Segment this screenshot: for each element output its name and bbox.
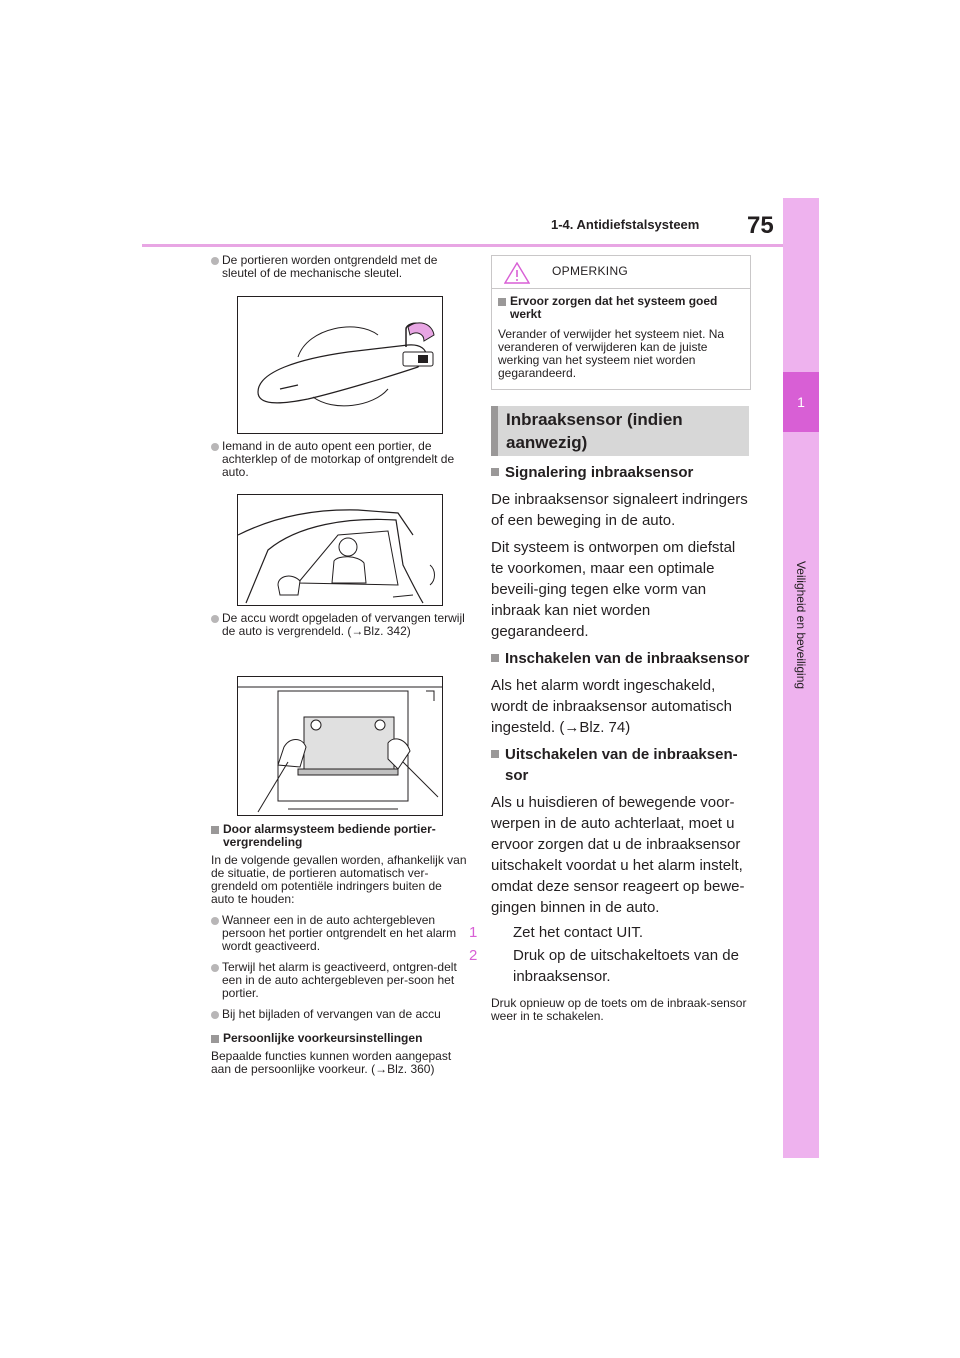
step-number: 2 [469,947,478,964]
body-text: De inbraaksensor signaleert indringers of een beweging in de auto. [491,491,748,529]
bullet-icon [211,257,219,265]
body-text: Als het alarm wordt ingeschakeld, wordt de inbraaksensor automatisch ingesteld. (→Blz. 74) [491,677,732,736]
warning-icon [504,262,530,284]
bullet-text: Wanneer een in de auto achtergebleven persoon het portier ontgrendelt en het alarm wordt geactiveerd. [222,913,457,953]
bullet-text: De accu wordt opgeladen of vervangen terwijl de auto is vergrendeld. (→Blz. 342) [222,611,465,638]
left-column-b2 [211,440,468,487]
left-column-b3 [211,612,468,646]
arrow-icon: → [351,624,364,638]
bullet-icon [211,917,219,925]
page-reference-link[interactable]: Blz. 74) [579,719,631,736]
subsection-heading: Inschakelen van de inbraaksensor [491,648,750,669]
note-heading: Ervoor zorgen dat het systeem goed werkt [498,295,744,321]
bullet-icon [211,964,219,972]
subsection-heading: Persoonlijke voorkeursinstellingen [211,1032,468,1045]
bullet-text: Iemand in de auto opent een portier, de achterklep of de motorkap of ontgrendelt de auto. [222,439,455,479]
body-text: Dit systeem is ontworpen om diefstal te voorkomen, maar een optimale beveili-ging tegen elke vorm van inbraak kan niet worden gegarandeerd. [491,539,736,640]
bullet-icon [211,1011,219,1019]
bullet-text: De portieren worden ontgrendeld met de sleutel of de mechanische sleutel. [222,253,438,280]
square-bullet-icon [498,298,506,306]
header-rule [142,244,783,247]
note-body [492,289,750,380]
square-bullet-icon [211,826,219,834]
subsection-heading: Door alarmsysteem bediende portier-vergrendeling [211,823,468,849]
square-bullet-icon [491,468,499,476]
footnote-text: Druk opnieuw op de toets om de inbraak-sensor weer in te schakelen. [491,996,747,1023]
door-handle-illustration [237,296,443,434]
step-number: 1 [469,924,478,941]
step-item: 1 Zet het contact UIT. [469,924,644,941]
section-title: Inbraaksensor (indien aanwezig) [506,410,683,452]
body-text: In de volgende gevallen worden, afhankelijk van de situatie, de portieren automatisch ver-grendeld om potentiële indringers buiten de auto te houden: [211,853,467,906]
note-text: Verander of verwijder het systeem niet. Na veranderen of verwijderen kan de juiste werking van het systeem niet worden gegarandeerd. [498,327,725,380]
subsection-heading: Uitschakelen van de inbraaksen-sor [491,744,750,786]
square-bullet-icon [491,654,499,662]
body-text: Als u huisdieren of bewegende voor-werpen in de auto achterlaat, moet u ervoor zorgen dat u de inbraaksensor uitschakelt voordat u het alarm instelt, omdat deze sensor reageert op bewe-gingen binnen in de auto. [491,794,745,916]
arrow-icon: → [564,719,580,736]
car-door-drawing [238,495,442,605]
list-item [211,612,468,638]
bullet-icon [211,615,219,623]
left-column-sections [211,823,468,1076]
arrow-icon: → [375,1062,388,1076]
step-item: 2 Druk op de uitschakeltoets van de inbraaksensor. [469,947,739,985]
car-door-illustration [237,494,443,606]
list-item [211,1008,468,1021]
note-title: OPMERKING [552,264,629,278]
bullet-text: Terwijl het alarm is geactiveerd, ontgren-delt een in de auto achtergebleven per-soon het portier. [222,960,457,1000]
right-column [469,462,750,1023]
battery-illustration [237,676,443,816]
bullet-text: Bij het bijladen of vervangen van de accu [222,1007,441,1021]
page-number: 75 [747,212,774,239]
page-reference-link[interactable]: Blz. 360) [387,1062,435,1076]
door-handle-drawing [238,297,442,433]
note-header [492,256,750,289]
page-reference-link[interactable]: Blz. 342) [363,624,411,638]
list-item [211,254,468,280]
chapter-label: Veiligheid en beveiliging [794,560,808,690]
chapter-number-tab[interactable]: 1 [783,372,819,432]
body-text: Bepaalde functies kunnen worden aangepast aan de persoonlijke voorkeur. (→Blz. 360) [211,1049,452,1076]
square-bullet-icon [491,750,499,758]
subsection-heading: Signalering inbraaksensor [491,462,750,483]
section-header-title: 1-4. Antidiefstalsysteem [551,217,700,232]
left-column [211,254,468,280]
list-item [211,914,468,953]
battery-drawing [238,677,442,815]
section-accent [491,406,498,456]
list-item [211,440,468,479]
square-bullet-icon [211,1035,219,1043]
bullet-icon [211,443,219,451]
list-item [211,961,468,1000]
section-heading-bar [491,406,749,456]
note-box [491,255,751,390]
